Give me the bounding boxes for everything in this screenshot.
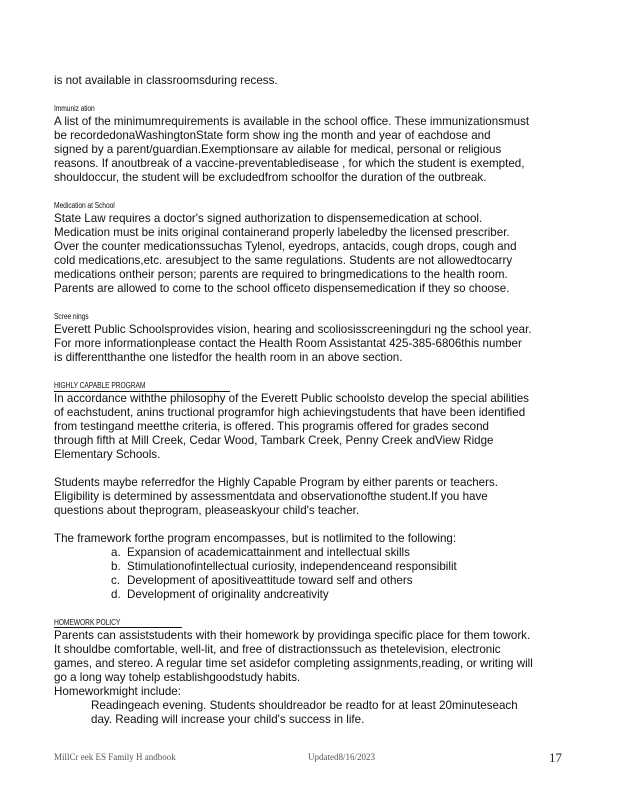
homework-line: go a long way tohelp establishgoodstudy habits. — [54, 671, 301, 684]
heading-underline — [54, 627, 182, 628]
framework-item: Development of apositiveattitude toward self and others — [127, 574, 413, 587]
homework-line: Parents can assiststudents with their homework by providinga specific place for them towork. — [54, 629, 531, 642]
highly-capable-line: Students maybe referredfor the Highly Capable Program by either parents or teachers. — [54, 476, 499, 489]
homework-heading: HOMEWORK POLICY — [54, 617, 121, 627]
homework-line: games, and stereo. A regular time set asidefor completing assignments,reading, or writing will — [54, 657, 533, 670]
highly-capable-line: Elementary Schools. — [54, 448, 161, 461]
homework-line: It shouldbe comfortable, well-lit, and free of distractionssuch as thetelevision, electronic — [54, 643, 501, 656]
framework-item-marker: d. — [111, 588, 121, 601]
highly-capable-heading: HIGHLY CAPABLE PROGRAM — [54, 380, 146, 390]
screenings-line: For more informationplease contact the Health Room Assistantat 425-385-6806this number — [54, 337, 522, 350]
framework-item: Expansion of academicattainment and intellectual skills — [127, 546, 410, 559]
homework-line: Homeworkmight include: — [54, 685, 181, 698]
medication-line: Parents are allowed to come to the school officeto dispensemedication if they so choose. — [54, 282, 510, 295]
immunization-heading: Immuniz ation — [54, 103, 95, 113]
highly-capable-line: through fifth at Mill Creek, Cedar Wood, Tambark Creek, Penny Creek andView Ridge — [54, 434, 494, 447]
highly-capable-line: of eachstudent, anins tructional programfor high achievingstudents that have been identified — [54, 406, 526, 419]
medication-line: medications ontheir person; parents are required to bringmedications to the health room. — [54, 268, 508, 281]
highly-capable-line: In accordance withthe philosophy of the Everett Public schoolsto develop the special abilities — [54, 392, 529, 405]
screenings-line: is differentthanthe one listedfor the health room in an above section. — [54, 351, 403, 364]
homework-bullet-line: Readingeach evening. Students shouldreador be readto for at least 20minuteseach — [91, 699, 518, 712]
framework-intro: The framework forthe program encompasses, but is notlimited to the following: — [54, 532, 457, 545]
intro-line: is not available in classroomsduring recess. — [54, 74, 278, 87]
medication-line: State Law requires a doctor's signed authorization to dispensemedication at school. — [54, 212, 483, 225]
immunization-line: be recordedonaWashingtonState form show ing the month and year of eachdose and — [54, 129, 491, 142]
immunization-line: reasons. If anoutbreak of a vaccine-preventabledisease , for which the student is exempted, — [54, 157, 525, 170]
medication-line: Medication must be inits original containerand properly labeledby the licensed prescriber. — [54, 226, 510, 239]
framework-item: Stimulationofintellectual curiosity, independenceand responsibilit — [127, 560, 457, 573]
immunization-line: signed by a parent/guardian.Exemptionsare av ailable for medical, personal or religious — [54, 143, 502, 156]
immunization-line: A list of the minimumrequirements is available in the school office. These immunizationsmust — [54, 115, 530, 128]
framework-item-marker: b. — [111, 560, 121, 573]
footer-updated-date: Updated8/16/2023 — [308, 752, 375, 762]
homework-bullet-line: day. Reading will increase your child's success in life. — [91, 713, 365, 726]
medication-heading: Medication at School — [54, 200, 115, 210]
highly-capable-line: from testingand meetthe criteria, is offered. This programis offered for grades second — [54, 420, 489, 433]
framework-item: Development of originality andcreativity — [127, 588, 329, 601]
framework-item-marker: c. — [111, 574, 121, 587]
screenings-line: Everett Public Schoolsprovides vision, hearing and scoliosisscreeningduri ng the school year. — [54, 323, 532, 336]
footer-handbook-title: MillCr eek ES Family H andbook — [54, 752, 176, 762]
immunization-line: shouldoccur, the student will be excludedfrom schoolfor the duration of the outbreak. — [54, 171, 487, 184]
screenings-heading: Scree nings — [54, 311, 89, 321]
framework-item-marker: a. — [111, 546, 121, 559]
medication-line: cold medications,etc. aresubject to the same regulations. Students are not allowedtocarry — [54, 254, 513, 267]
page-number: 17 — [549, 750, 562, 765]
medication-line: Over the counter medicationssuchas Tylenol, eyedrops, antacids, cough drops, cough and — [54, 240, 517, 253]
highly-capable-line: questions about theprogram, pleaseaskyour child's teacher. — [54, 504, 360, 517]
highly-capable-line: Eligibility is determined by assessmentdata and observationofthe student.If you have — [54, 490, 488, 503]
